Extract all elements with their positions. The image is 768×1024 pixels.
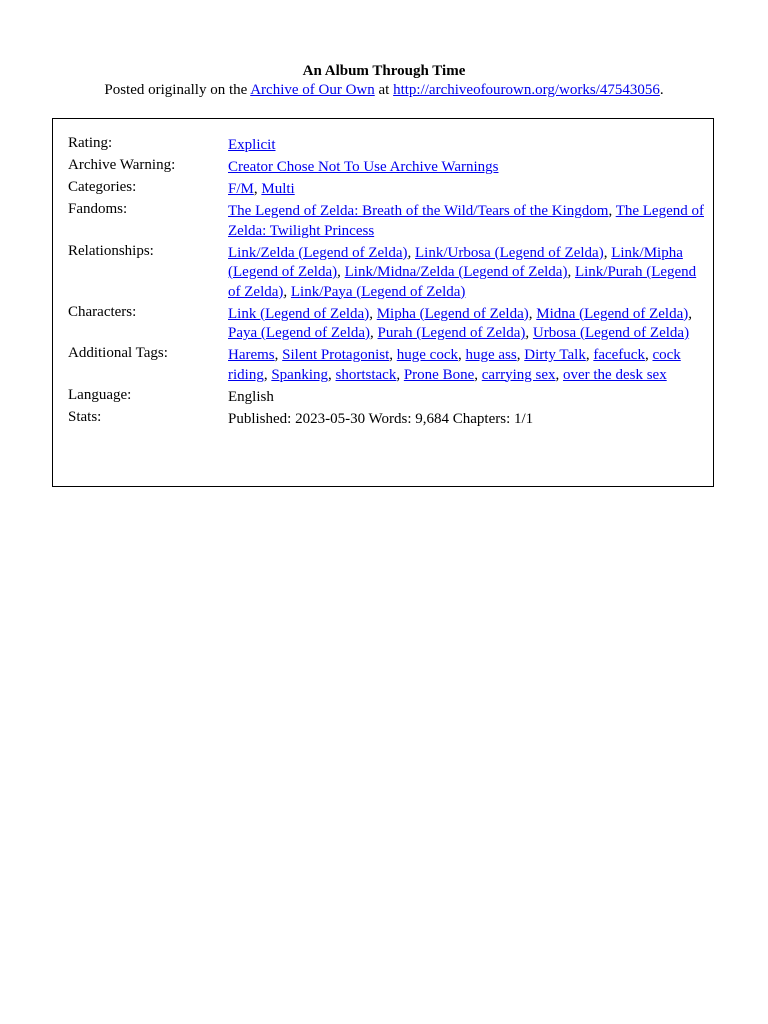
stats-row — [68, 410, 708, 430]
tag-link[interactable]: Spanking — [271, 366, 329, 383]
work-metadata-box — [52, 118, 714, 487]
tag-link[interactable]: huge cock — [396, 347, 458, 363]
tag-link[interactable]: carrying sex — [481, 366, 556, 383]
metadata-list — [68, 136, 708, 432]
tag-link[interactable]: Silent Protagonist — [282, 347, 390, 363]
relationships-row — [68, 244, 708, 303]
tag-link[interactable]: Explicit — [228, 137, 276, 153]
tag-link[interactable]: F/M — [228, 181, 254, 197]
categories-label: Categories: — [68, 179, 137, 195]
tag-link[interactable]: Link/Zelda (Legend of Zelda) — [228, 244, 408, 261]
characters-value: Link (Legend of Zelda), Mipha (Legend of Zelda), Midna (Legend of Zelda), Paya (Legend of Zelda), Purah (Legend of Zelda), Urbosa (Legend of Zelda) — [228, 305, 693, 341]
tag-link[interactable]: huge ass — [465, 347, 517, 363]
characters-row — [68, 305, 708, 344]
characters-label: Characters: — [68, 303, 137, 320]
tag-link[interactable]: Harems — [228, 347, 275, 363]
tag-link[interactable]: Link/Paya (Legend of Zelda) — [290, 283, 466, 300]
archive-warning-row — [68, 158, 708, 178]
work-title: An Album Through Time — [302, 63, 466, 79]
tag-link[interactable]: Creator Chose Not To Use Archive Warnings — [228, 159, 499, 175]
fandoms-value: The Legend of Zelda: Breath of the Wild/Tears of the Kingdom, The Legend of Zelda: Twilight Princess — [228, 203, 704, 239]
language-row — [68, 388, 708, 408]
tag-link[interactable]: Urbosa (Legend of Zelda) — [532, 325, 690, 341]
tag-link[interactable]: Mipha (Legend of Zelda) — [376, 305, 529, 322]
additional-tags-label: Additional Tags: — [68, 345, 168, 361]
work-url-link[interactable]: http://archiveofourown.org/works/47543056 — [393, 82, 660, 98]
tag-link[interactable]: cock riding — [228, 347, 681, 383]
language-label: Language: — [68, 386, 132, 403]
relationships-value: Link/Zelda (Legend of Zelda), Link/Urbosa (Legend of Zelda), Link/Mipha (Legend of Zelda), Link/Midna/Zelda (Legend of Zelda), Link/Purah (Legend of Zelda), Link/Paya (Legend of Zelda) — [228, 244, 697, 300]
tag-link[interactable]: Dirty Talk — [524, 347, 586, 363]
document-header — [0, 62, 768, 100]
tag-link[interactable]: The Legend of Zelda: Breath of the Wild/Tears of the Kingdom — [228, 203, 609, 219]
tag-link[interactable]: over the desk sex — [562, 366, 667, 383]
tag-link[interactable]: Prone Bone — [403, 366, 475, 383]
rating-row — [68, 136, 708, 156]
categories-value: F/M, Multi — [228, 181, 295, 197]
stats-value: Published: 2023-05-30 Words: 9,684 Chapters: 1/1 — [228, 410, 534, 427]
fandoms-label: Fandoms: — [68, 201, 128, 217]
tag-link[interactable]: Paya (Legend of Zelda) — [228, 325, 371, 341]
period: . — [659, 82, 664, 98]
posted-prefix: Posted originally on the — [104, 82, 251, 98]
tag-link[interactable]: Link/Mipha (Legend of Zelda) — [228, 244, 683, 280]
tag-link[interactable]: Link/Purah (Legend of Zelda) — [228, 264, 697, 300]
categories-row — [68, 180, 708, 200]
relationships-label: Relationships: — [68, 242, 154, 259]
archive-link[interactable]: Archive of Our Own — [250, 82, 375, 98]
additional-tags-value: Harems, Silent Protagonist, huge cock, huge ass, Dirty Talk, facefuck, cock riding, Spanking, shortstack, Prone Bone, carrying sex, over the desk sex — [228, 347, 681, 383]
stats-label: Stats: — [68, 408, 102, 425]
language-value: English — [228, 388, 274, 405]
tag-link[interactable]: Link/Urbosa (Legend of Zelda) — [415, 244, 604, 261]
posted-line — [0, 81, 768, 100]
fandoms-row — [68, 202, 708, 241]
tag-link[interactable]: shortstack — [335, 366, 397, 383]
tag-link[interactable]: The Legend of Zelda: Twilight Princess — [228, 203, 704, 239]
additional-tags-row — [68, 346, 708, 385]
tag-link[interactable]: Multi — [261, 181, 295, 197]
at-text: at — [374, 82, 394, 98]
tag-link[interactable]: facefuck — [593, 347, 645, 363]
tag-link[interactable]: Purah (Legend of Zelda) — [377, 325, 526, 341]
rating-value — [228, 136, 708, 156]
archive-warning-value — [228, 158, 708, 178]
tag-link[interactable]: Midna (Legend of Zelda) — [536, 305, 689, 322]
rating-label: Rating: — [68, 135, 113, 151]
archive-warning-label: Archive Warning: — [68, 157, 176, 173]
tag-link[interactable]: Link/Midna/Zelda (Legend of Zelda) — [344, 264, 568, 280]
tag-link[interactable]: Link (Legend of Zelda) — [228, 305, 370, 322]
